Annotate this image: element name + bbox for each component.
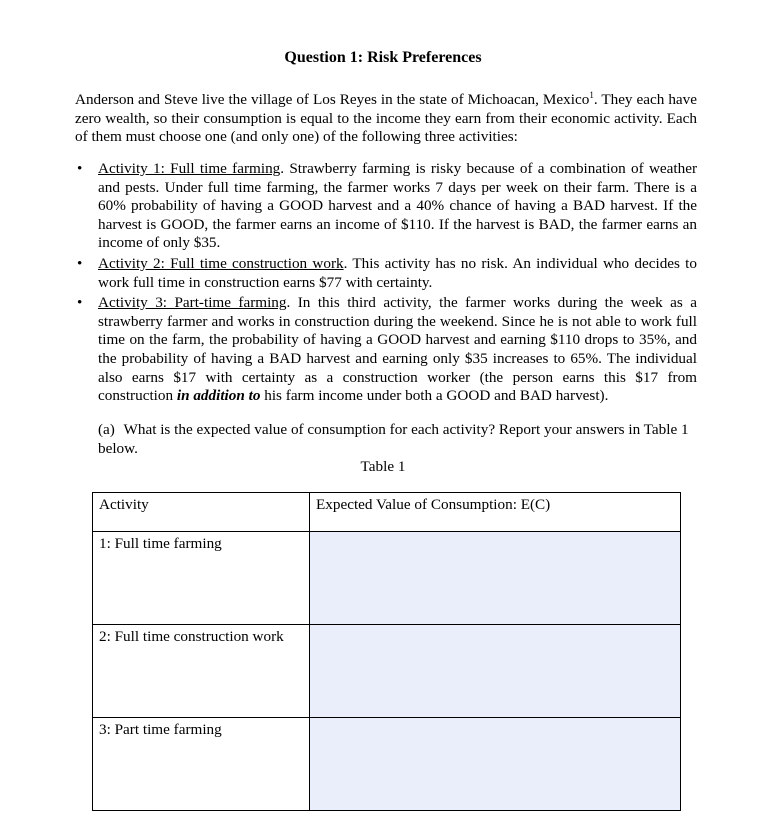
answer-field-2[interactable] [310, 625, 681, 718]
intro-text-2: . They each have zero wealth, so their consumption is equal to the income they earn from their economic activity. Each of them must choose one (and only one) of the following three activities: [75, 91, 697, 146]
row-activity-label: 3: Part time farming [93, 718, 310, 811]
table-row [93, 625, 681, 718]
row-activity-label: 2: Full time construction work [93, 625, 310, 718]
intro-text: Anderson and Steve live the village of Los Reyes in the state of Michoacan, Mexico [75, 91, 590, 109]
table-header-row [93, 493, 681, 532]
activity-3-name: Activity 3: Part-time farming [98, 294, 287, 312]
row-activity-label: 1: Full time farming [93, 532, 310, 625]
question-title: Question 1: Risk Preferences [284, 49, 482, 66]
expected-value-table [92, 492, 681, 811]
activity-1-name: Activity 1: Full time farming [98, 160, 281, 177]
footnote-mark: 1 [589, 90, 594, 100]
activity-2-text: . This activity has no risk. An individual who decides to work full time in construction earns $77 with certainty. [98, 254, 698, 291]
list-item [75, 294, 697, 406]
answer-field-3[interactable] [310, 718, 681, 811]
question-a-text: What is the expected value of consumption for each activity? Report your answers in Table 1 below. [98, 421, 689, 457]
activity-3-text: . In this third activity, the farmer works during the week as a strawberry farmer and works in construction during the weekend. Since he is not able to work full time on the farm, the probability of having a GOOD harvest and earning $110 drops to 35%, and the probability of having a BAD harvest and earning only $35 increases to 65%. The individual also earns $17 with certainty as a construction worker (the person earns this $17 from construction [98, 294, 697, 405]
question-a-label: (a) [98, 421, 115, 438]
intro-paragraph [75, 86, 697, 147]
table-caption: Table 1 [360, 458, 406, 475]
bullet-icon: • [77, 254, 83, 272]
activity-3-emphasis: in addition to [176, 387, 261, 405]
activity-list [75, 160, 697, 408]
header-activity: Activity [93, 493, 310, 532]
header-expected-value: Expected Value of Consumption: E(C) [310, 493, 681, 532]
question-a [98, 421, 698, 458]
activity-1-text: . Strawberry farming is risky because of a combination of weather and pests. Under full time farming, the farmer works 7 days per week on their farm. There is a 60% probability of having a GOOD harvest and a 40% chance of having a BAD harvest. If the harvest is GOOD, the farmer earns an income of $110. If the harvest is BAD, the farmer earns an income of only $35. [98, 160, 697, 252]
answer-field-1[interactable] [310, 532, 681, 625]
activity-3-text-after: his farm income under both a GOOD and BAD harvest). [260, 387, 609, 405]
list-item [75, 255, 697, 292]
list-item [75, 160, 697, 253]
activity-2-name: Activity 2: Full time construction work [98, 254, 344, 272]
table-row [93, 718, 681, 811]
bullet-icon: • [77, 294, 83, 312]
bullet-icon: • [77, 160, 83, 177]
table-row [93, 532, 681, 625]
